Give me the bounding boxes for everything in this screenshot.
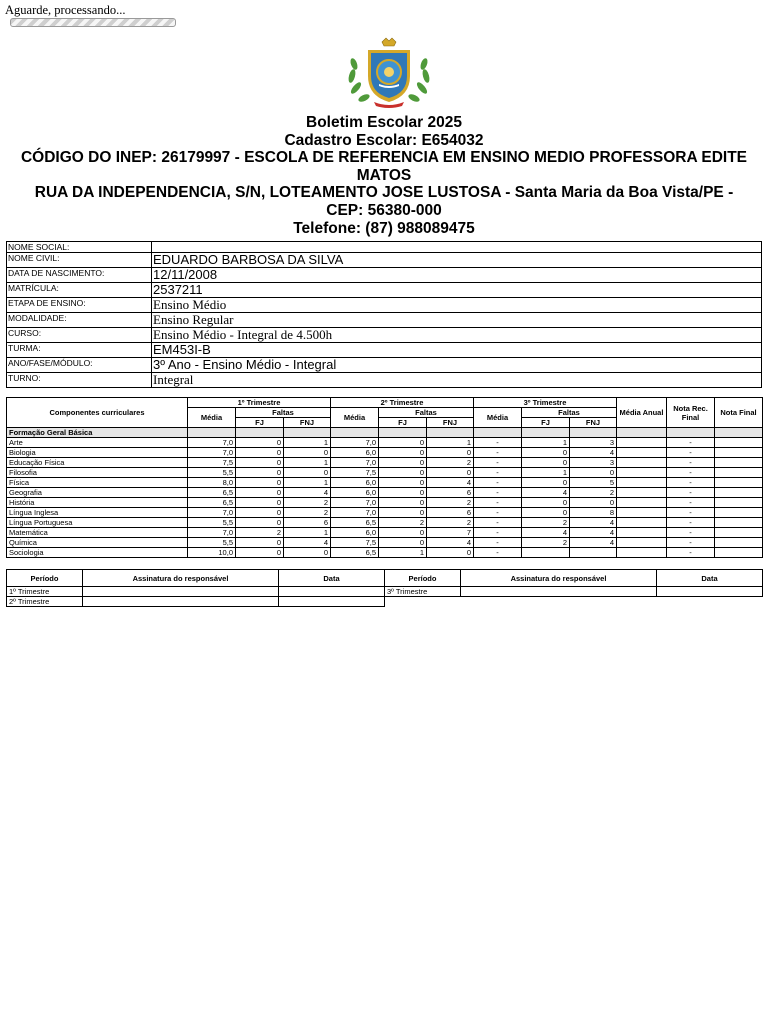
subject-row <box>7 498 763 508</box>
t3-fnj-cell: 8 <box>570 508 617 518</box>
t3-fnj-cell: 5 <box>570 478 617 488</box>
field-label: ANO/FASE/MÓDULO: <box>7 358 152 373</box>
recovery-grade-cell: - <box>667 548 715 558</box>
recovery-grade-cell: - <box>667 528 715 538</box>
t2-average-cell: 6,0 <box>331 528 379 538</box>
t2-average-cell: 6,0 <box>331 448 379 458</box>
t3-fj-cell: 0 <box>522 498 570 508</box>
field-label: DATA DE NASCIMENTO: <box>7 268 152 283</box>
t3-fnj-cell: 0 <box>570 468 617 478</box>
final-grade-cell <box>715 468 763 478</box>
subject-row <box>7 488 763 498</box>
t1-average-cell: 5,5 <box>188 518 236 528</box>
t3-fnj-cell: 3 <box>570 438 617 448</box>
subject-row <box>7 518 763 528</box>
section-row <box>7 428 763 438</box>
t3-fnj-cell: 4 <box>570 518 617 528</box>
t3-fj-cell: 1 <box>522 468 570 478</box>
t3-fnj-cell: 2 <box>570 488 617 498</box>
t3-average-cell: - <box>474 478 522 488</box>
t2-fnj-cell: 7 <box>427 528 474 538</box>
t1-average-cell: 10,0 <box>188 548 236 558</box>
t3-average-cell: - <box>474 508 522 518</box>
t2-fj-cell: 0 <box>379 508 427 518</box>
t1-fnj-cell: 0 <box>284 468 331 478</box>
t3-fj-cell: 0 <box>522 448 570 458</box>
t2-average-cell: 7,0 <box>331 458 379 468</box>
date-cell <box>279 597 385 607</box>
signature-cell <box>83 597 279 607</box>
date-cell <box>657 587 763 597</box>
grades-table <box>6 397 763 558</box>
t2-average-cell: 7,5 <box>331 538 379 548</box>
final-grade-cell <box>715 448 763 458</box>
recovery-grade-cell: - <box>667 488 715 498</box>
t1-average-cell: 6,5 <box>188 498 236 508</box>
t3-fnj-cell: 4 <box>570 448 617 458</box>
annual-average-cell <box>617 478 667 488</box>
field-label: MATRÍCULA: <box>7 283 152 298</box>
t1-fj-cell: 0 <box>236 548 284 558</box>
t2-fnj-cell: 0 <box>427 548 474 558</box>
t2-fj-cell: 0 <box>379 498 427 508</box>
t1-fnj-cell: 4 <box>284 538 331 548</box>
subject-row <box>7 508 763 518</box>
final-grade-cell <box>715 508 763 518</box>
annual-average-cell <box>617 448 667 458</box>
subject-row <box>7 548 763 558</box>
signatures-header-row <box>7 570 763 587</box>
student-row-matricula <box>7 283 762 298</box>
section-label: Formação Geral Básica <box>7 428 188 438</box>
annual-average-cell <box>617 508 667 518</box>
loading-message: Aguarde, processando... <box>5 3 126 17</box>
subject-row <box>7 528 763 538</box>
signature-header: Assinatura do responsável <box>461 570 657 587</box>
term-2-absences-header: Faltas <box>379 408 474 418</box>
t1-fj-cell: 0 <box>236 468 284 478</box>
t1-average-cell: 5,5 <box>188 468 236 478</box>
field-value-turno: Integral <box>152 373 762 388</box>
t3-fj-cell: 0 <box>522 458 570 468</box>
recovery-grade-cell: - <box>667 518 715 528</box>
t2-fnj-cell: 6 <box>427 488 474 498</box>
field-value-curso: Ensino Médio - Integral de 4.500h <box>152 328 762 343</box>
subject-row <box>7 438 763 448</box>
signature-cell <box>461 587 657 597</box>
subject-row <box>7 458 763 468</box>
final-grade-header: Nota Final <box>715 398 763 428</box>
student-info-table <box>6 241 762 388</box>
student-row-nascimento <box>7 268 762 283</box>
t1-fnj-cell: 1 <box>284 478 331 488</box>
t3-fnj-cell: 4 <box>570 538 617 548</box>
coat-of-arms-logo <box>344 36 434 108</box>
t1-fj-cell: 0 <box>236 538 284 548</box>
term-3-absences-header: Faltas <box>522 408 617 418</box>
annual-average-cell <box>617 518 667 528</box>
t1-fj-cell: 0 <box>236 508 284 518</box>
field-label: CURSO: <box>7 328 152 343</box>
annual-average-cell <box>617 468 667 478</box>
term-2-header: 2º Trimestre <box>331 398 474 408</box>
annual-average-cell <box>617 498 667 508</box>
t1-fj-cell: 0 <box>236 438 284 448</box>
t2-average-cell: 7,0 <box>331 438 379 448</box>
final-grade-cell <box>715 518 763 528</box>
t1-fnj-cell: 0 <box>284 548 331 558</box>
student-row-nome-civil <box>7 253 762 268</box>
subject-cell: Geografia <box>7 488 188 498</box>
annual-average-cell <box>617 458 667 468</box>
t1-fnj-cell: 6 <box>284 518 331 528</box>
annual-average-cell <box>617 538 667 548</box>
t3-fj-cell: 0 <box>522 508 570 518</box>
term-3-fj-header: FJ <box>522 418 570 428</box>
t1-average-cell: 7,0 <box>188 438 236 448</box>
t1-average-cell: 7,5 <box>188 458 236 468</box>
field-value-turma: EM453I-B <box>152 343 762 358</box>
recovery-grade-cell: - <box>667 508 715 518</box>
term-1-absences-header: Faltas <box>236 408 331 418</box>
school-name: CÓDIGO DO INEP: 26179997 - ESCOLA DE REFERENCIA EM ENSINO MEDIO PROFESSORA EDITE MATOS <box>20 149 748 184</box>
term-3-header: 3º Trimestre <box>474 398 617 408</box>
recovery-grade-cell: - <box>667 458 715 468</box>
field-value-matricula: 2537211 <box>152 283 762 298</box>
t1-fj-cell: 0 <box>236 478 284 488</box>
school-phone: Telefone: (87) 988089475 <box>293 219 475 237</box>
t2-fj-cell: 0 <box>379 448 427 458</box>
t2-fnj-cell: 4 <box>427 538 474 548</box>
components-header: Componentes curriculares <box>7 398 188 428</box>
t1-average-cell: 7,0 <box>188 528 236 538</box>
t1-average-cell: 5,5 <box>188 538 236 548</box>
student-row-etapa <box>7 298 762 313</box>
date-header: Data <box>657 570 763 587</box>
period-header: Período <box>385 570 461 587</box>
t3-fj-cell: 2 <box>522 518 570 528</box>
t3-fj-cell: 0 <box>522 478 570 488</box>
t3-fnj-cell: 3 <box>570 458 617 468</box>
subject-cell: Física <box>7 478 188 488</box>
t1-fnj-cell: 2 <box>284 498 331 508</box>
term-2-fj-header: FJ <box>379 418 427 428</box>
term-3-average-header: Média <box>474 408 522 428</box>
signatures-row <box>7 597 763 607</box>
final-grade-cell <box>715 498 763 508</box>
t1-fnj-cell: 1 <box>284 438 331 448</box>
t2-fnj-cell: 6 <box>427 508 474 518</box>
recovery-grade-cell: - <box>667 478 715 488</box>
annual-average-cell <box>617 548 667 558</box>
field-value-nome-civil: EDUARDO BARBOSA DA SILVA <box>152 253 762 268</box>
t2-average-cell: 6,0 <box>331 478 379 488</box>
field-label: MODALIDADE: <box>7 313 152 328</box>
recovery-grade-cell: - <box>667 468 715 478</box>
field-value-etapa: Ensino Médio <box>152 298 762 313</box>
t3-fj-cell: 4 <box>522 528 570 538</box>
grades-header-row-1 <box>7 398 763 408</box>
subject-cell: Sociologia <box>7 548 188 558</box>
student-row-curso <box>7 328 762 343</box>
t2-fj-cell: 0 <box>379 488 427 498</box>
student-row-nome-social <box>7 242 762 253</box>
annual-average-cell <box>617 438 667 448</box>
annual-average-cell <box>617 528 667 538</box>
school-address: RUA DA INDEPENDENCIA, S/N, LOTEAMENTO JOSE LUSTOSA - Santa Maria da Boa Vista/PE - CEP: 56380-000 <box>34 184 734 219</box>
subject-row <box>7 538 763 548</box>
t3-fj-cell: 2 <box>522 538 570 548</box>
t1-fj-cell: 0 <box>236 488 284 498</box>
recovery-grade-cell: - <box>667 538 715 548</box>
field-value-modalidade: Ensino Regular <box>152 313 762 328</box>
report-title: Boletim Escolar 2025 <box>306 114 462 131</box>
t1-average-cell: 6,5 <box>188 488 236 498</box>
t3-fj-cell <box>522 548 570 558</box>
t2-average-cell: 7,0 <box>331 508 379 518</box>
progress-bar <box>10 18 176 27</box>
subject-cell: Língua Portuguesa <box>7 518 188 528</box>
final-grade-cell <box>715 478 763 488</box>
t1-fj-cell: 0 <box>236 498 284 508</box>
subject-cell: Filosofia <box>7 468 188 478</box>
term-2-fnj-header: FNJ <box>427 418 474 428</box>
t1-fj-cell: 0 <box>236 518 284 528</box>
final-grade-cell <box>715 548 763 558</box>
signatures-table <box>6 569 763 607</box>
signature-cell <box>83 587 279 597</box>
subject-cell: Química <box>7 538 188 548</box>
signature-header: Assinatura do responsável <box>83 570 279 587</box>
t2-fj-cell: 0 <box>379 538 427 548</box>
t1-average-cell: 7,0 <box>188 508 236 518</box>
t2-fnj-cell: 4 <box>427 478 474 488</box>
t2-fnj-cell: 0 <box>427 448 474 458</box>
field-value-ano: 3º Ano - Ensino Médio - Integral <box>152 358 762 373</box>
recovery-grade-header: Nota Rec. Final <box>667 398 715 428</box>
period-header: Período <box>7 570 83 587</box>
t3-average-cell: - <box>474 438 522 448</box>
field-label: NOME SOCIAL: <box>7 242 152 253</box>
t3-average-cell: - <box>474 488 522 498</box>
date-cell <box>279 587 385 597</box>
school-register: Cadastro Escolar: E654032 <box>284 131 484 149</box>
t2-fj-cell: 1 <box>379 548 427 558</box>
subject-row <box>7 478 763 488</box>
field-label: NOME CIVIL: <box>7 253 152 268</box>
recovery-grade-cell: - <box>667 438 715 448</box>
t2-fj-cell: 0 <box>379 438 427 448</box>
period-term-2: 2º Trimestre <box>7 597 83 607</box>
field-label: TURMA: <box>7 343 152 358</box>
student-row-turno <box>7 373 762 388</box>
field-label: TURNO: <box>7 373 152 388</box>
final-grade-cell <box>715 538 763 548</box>
t3-fj-cell: 1 <box>522 438 570 448</box>
t3-average-cell: - <box>474 538 522 548</box>
student-row-turma <box>7 343 762 358</box>
annual-average-header: Média Anual <box>617 398 667 428</box>
t1-fj-cell: 0 <box>236 458 284 468</box>
t2-fj-cell: 0 <box>379 478 427 488</box>
t3-average-cell: - <box>474 548 522 558</box>
signatures-row <box>7 587 763 597</box>
t3-average-cell: - <box>474 518 522 528</box>
t3-average-cell: - <box>474 468 522 478</box>
t2-average-cell: 6,0 <box>331 488 379 498</box>
subject-cell: História <box>7 498 188 508</box>
field-value-nome-social <box>152 242 762 253</box>
field-value-nascimento: 12/11/2008 <box>152 268 762 283</box>
t3-average-cell: - <box>474 448 522 458</box>
subject-cell: Educação Física <box>7 458 188 468</box>
student-row-modalidade <box>7 313 762 328</box>
recovery-grade-cell: - <box>667 448 715 458</box>
t2-fj-cell: 0 <box>379 468 427 478</box>
report-header <box>0 114 768 237</box>
recovery-grade-cell: - <box>667 498 715 508</box>
t3-fnj-cell: 0 <box>570 498 617 508</box>
t1-fj-cell: 0 <box>236 448 284 458</box>
annual-average-cell <box>617 488 667 498</box>
student-row-ano <box>7 358 762 373</box>
t1-fnj-cell: 1 <box>284 458 331 468</box>
t3-fj-cell: 4 <box>522 488 570 498</box>
t2-fnj-cell: 2 <box>427 518 474 528</box>
t1-fnj-cell: 0 <box>284 448 331 458</box>
t1-average-cell: 8,0 <box>188 478 236 488</box>
period-term-3: 3º Trimestre <box>385 587 461 597</box>
date-header: Data <box>279 570 385 587</box>
subject-cell: Arte <box>7 438 188 448</box>
subject-cell: Matemática <box>7 528 188 538</box>
term-3-fnj-header: FNJ <box>570 418 617 428</box>
t2-fj-cell: 0 <box>379 528 427 538</box>
t2-average-cell: 7,5 <box>331 468 379 478</box>
t2-average-cell: 6,5 <box>331 548 379 558</box>
subject-cell: Biologia <box>7 448 188 458</box>
t3-average-cell: - <box>474 498 522 508</box>
t1-fnj-cell: 4 <box>284 488 331 498</box>
term-2-average-header: Média <box>331 408 379 428</box>
final-grade-cell <box>715 488 763 498</box>
t2-fj-cell: 2 <box>379 518 427 528</box>
t3-average-cell: - <box>474 528 522 538</box>
t2-fnj-cell: 2 <box>427 498 474 508</box>
t3-fnj-cell: 4 <box>570 528 617 538</box>
t2-fj-cell: 0 <box>379 458 427 468</box>
final-grade-cell <box>715 528 763 538</box>
final-grade-cell <box>715 458 763 468</box>
t1-fnj-cell: 1 <box>284 528 331 538</box>
t3-average-cell: - <box>474 458 522 468</box>
t2-average-cell: 7,0 <box>331 498 379 508</box>
t2-average-cell: 6,5 <box>331 518 379 528</box>
term-1-average-header: Média <box>188 408 236 428</box>
t1-fnj-cell: 2 <box>284 508 331 518</box>
t1-average-cell: 7,0 <box>188 448 236 458</box>
subject-row <box>7 448 763 458</box>
t2-fnj-cell: 2 <box>427 458 474 468</box>
term-1-fj-header: FJ <box>236 418 284 428</box>
term-1-header: 1º Trimestre <box>188 398 331 408</box>
t2-fnj-cell: 1 <box>427 438 474 448</box>
term-1-fnj-header: FNJ <box>284 418 331 428</box>
subject-row <box>7 468 763 478</box>
t1-fj-cell: 2 <box>236 528 284 538</box>
subject-cell: Língua Inglesa <box>7 508 188 518</box>
final-grade-cell <box>715 438 763 448</box>
t3-fnj-cell <box>570 548 617 558</box>
field-label: ETAPA DE ENSINO: <box>7 298 152 313</box>
t2-fnj-cell: 0 <box>427 468 474 478</box>
period-term-1: 1º Trimestre <box>7 587 83 597</box>
